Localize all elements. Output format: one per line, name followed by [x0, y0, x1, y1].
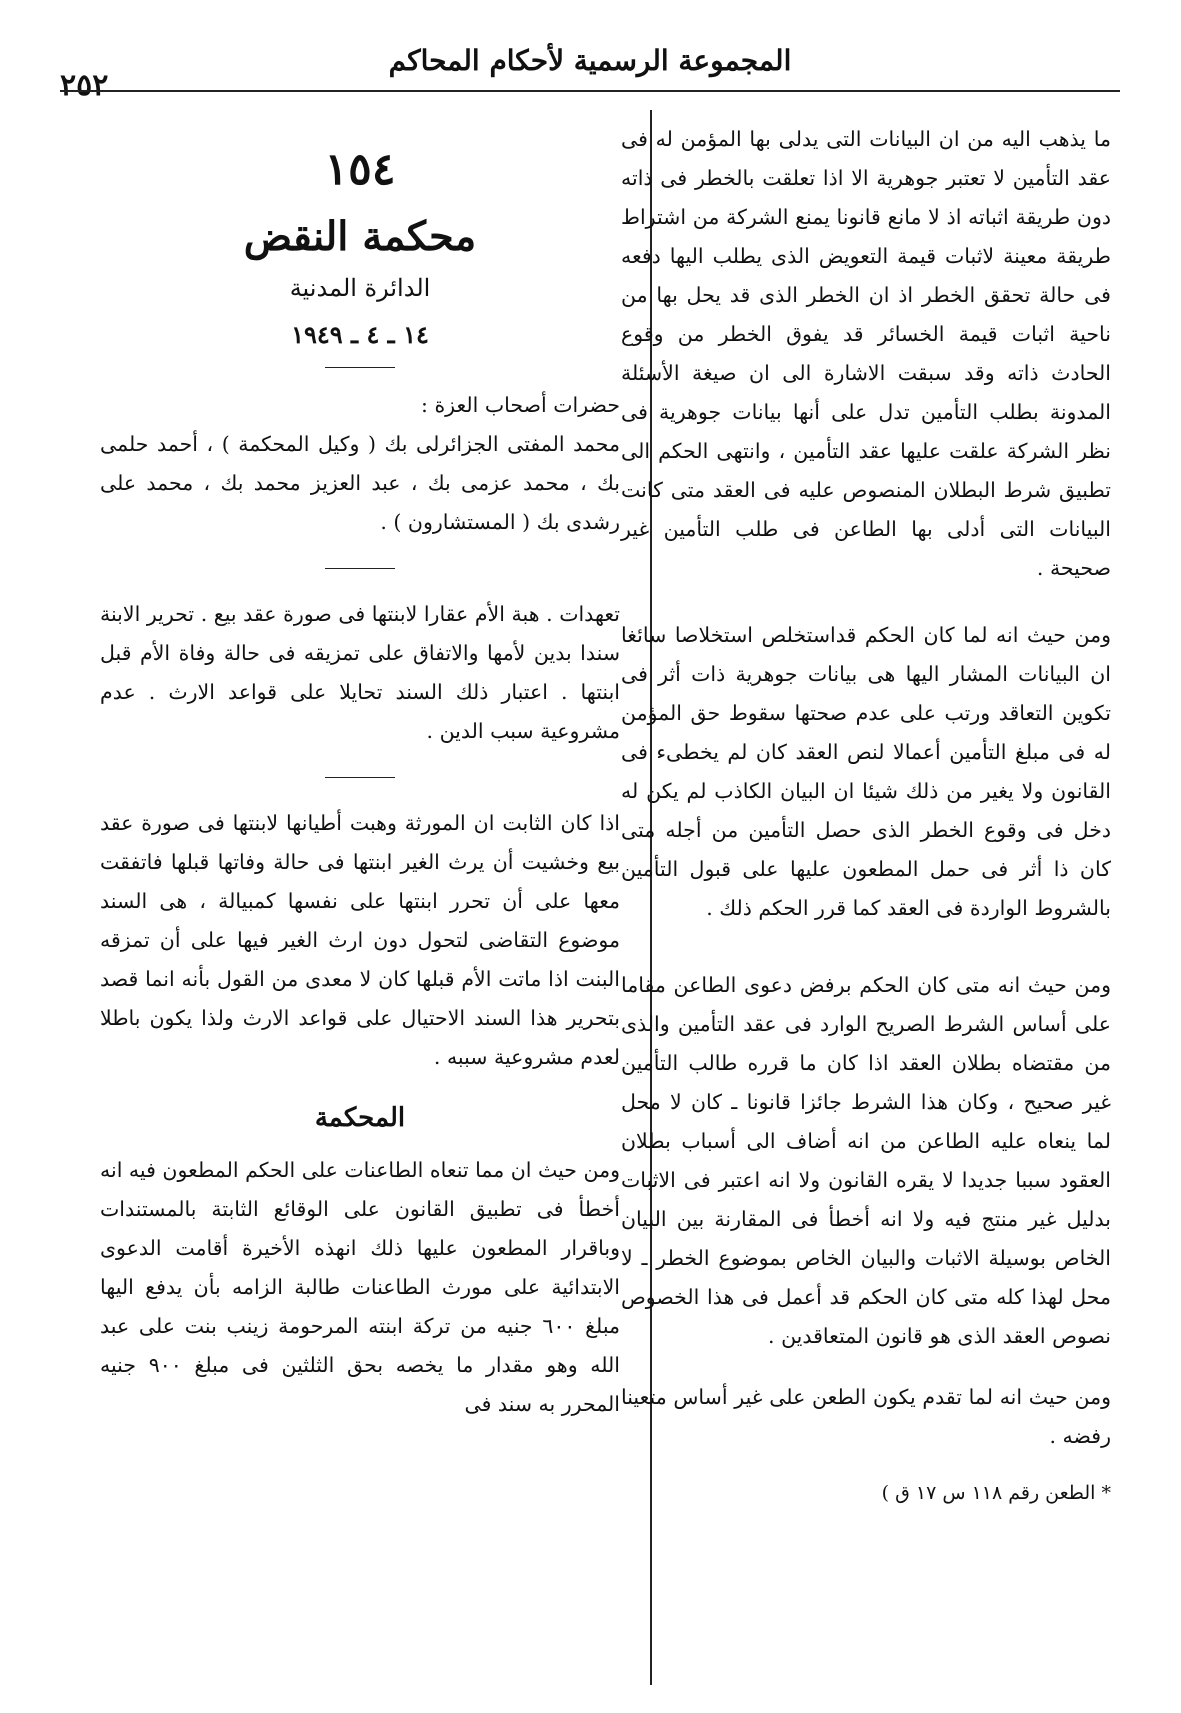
paragraph: ومن حيث انه متى كان الحكم برفض دعوى الطاعن مقاما على أساس الشرط الصريح الوارد فى عقد التأمين والذى من مقتضاه بطلان العقد اذا كان ما قرره طالب التأمين غير صحيح ، وكان هذا الشرط جائزا قانونا ـ كان لا محل لما ينعاه عليه الطاعن من انه أضاف الى أسباب بطلان العقود سببا جديدا لا يقره القانون ولا انه اعتبر فى الاثبات بدليل غير منتج فيه ولا انه أخطأ فى المقارنة بين البيان الخاص بوسيلة الاثبات والبيان الخاص بموضوع الخطر ـ لا محل لهذا كله متى كان الحكم قد أعمل فى هذا الخصوص نصوص العقد الذى هو قانون المتعاقدين .: [621, 973, 1111, 1348]
headnote: تعهدات . هبة الأم عقارا لابنتها فى صورة عقد بيع . تحرير الابنة سندا بدين لأمها والاتفاق على تمزيقه فى حالة وفاة الأم قبل ابنتها . اعتبار ذلك السند تحايلا على قواعد الارث . عدم مشروعية سبب الدين .: [100, 602, 620, 743]
spacer: [621, 928, 1111, 966]
header-rule: [60, 90, 1120, 92]
court-name: محكمة النقض: [243, 213, 477, 260]
paragraph: ما يذهب اليه من ان البيانات التى يدلى بها المؤمن له فى عقد التأمين لا تعتبر جوهرية الا اذا تعلقت بالخطر فى ذاته دون طريقة اثباته اذ لا مانع قانونا يمنع الشركة من اشتراط طريقة معينة لاثبات قيمة التعويض الذى يطلب اليها دفعه فى حالة تحقق الخطر اذ ان الخطر الذى قد يحل بها من ناحية اثبات قيمة الخسائر قد يفوق الخطر من وقوع الحادث ذاته وقد سبقت الاشارة الى ان صيغة الأسئلة المدونة بطلب التأمين تدل على أنها بيانات جوهرية فى نظر الشركة علقت عليها عقد التأمين ، وانتهى الحكم الى تطبيق شرط البطلان المنصوص عليه فى العقد متى كانت البيانات التى أدلى بها الطاعن فى طلب التأمين غير صحيحة .: [621, 127, 1111, 580]
judgment-date: ١٤ ـ ٤ ـ ١٩٤٩: [291, 320, 429, 349]
principle: اذا كان الثابت ان المورثة وهبت أطيانها لابنتها فى صورة عقد بيع وخشيت أن يرث الغير ابنتها فى حالة وفاتها قبلها فاتفقت معها على أن تحرر ابنتها على نفسها كمبيالة ، هى السند موضوع التقاضى لتحول دون ارث الغير فيها على أن تمزقه البنت اذا ماتت الأم قبلها كان لا معدى من القول بأنه انما قصد بتحرير هذا السند الاحتيال على قواعد الارث ولذا يكون باطلا لعدم مشروعية سببه .: [100, 811, 620, 1069]
paragraph: ومن حيث انه لما تقدم يكون الطعن على غير أساس متعينا رفضه .: [621, 1385, 1111, 1448]
running-title: المجموعة الرسمية لأحكام المحاكم: [388, 44, 792, 77]
rule: [325, 777, 395, 778]
footnote: * الطعن رقم ١١٨ س ١٧ ق ): [881, 1482, 1111, 1504]
section-title: المحكمة: [314, 1103, 406, 1133]
case-number: ١٥٤: [324, 144, 396, 195]
left-column: [100, 120, 620, 1424]
rule: [325, 568, 395, 569]
page-header: [60, 38, 1120, 103]
right-column: [621, 120, 1111, 1504]
circuit-name: الدائرة المدنية: [289, 274, 431, 302]
spacer: [621, 1356, 1111, 1378]
spacer: [100, 368, 620, 386]
paragraph: ومن حيث انه لما كان الحكم قداستخلص استخلاصا سائغا ان البيانات المشار اليها هى بيانات جوهرية ذات أثر فى تكوين التعاقد ورتب على عدم صحتها سقوط حق المؤمن له فى مبلغ التأمين أعمالا لنص العقد كان لم يخطىء فى القانون ولا يغير من ذلك شيئا ان البيان الكاذب لم يكن له دخل فى وقوع الخطر الذى حصل التأمين من أجله متى كان ذا أثر فى حمل المطعون عليها على قبول التأمين بالشروط الواردة فى العقد كما قرر الحكم ذلك .: [621, 623, 1111, 920]
members: محمد المفتى الجزائرلى بك ( وكيل المحكمة ) ، أحمد حلمى بك ، محمد عزمى بك ، عبد العزيز محمد بك ، محمد على رشدى بك ( المستشارون ) .: [100, 432, 620, 534]
members-intro: حضرات أصحاب العزة :: [421, 393, 620, 417]
page-number: ٢٥٢: [60, 68, 109, 103]
judgment-text: ومن حيث ان مما تنعاه الطاعنات على الحكم المطعون فيه انه أخطأ فى تطبيق القانون على الوقائع الثابتة بالمستندات وباقرار المطعون عليها ذلك انهذه الأخيرة أقامت الدعوى الابتدائية على مورث الطاعنات طالبة الزامه بأن يدفع اليها مبلغ ٦٠٠ جنيه من تركة ابنته المرحومة زينب بنت على عبد الله وهو مقدار ما يخصه بحق الثلثين فى مبلغ ٩٠٠ جنيه المحرر به سند فى: [100, 1158, 620, 1416]
